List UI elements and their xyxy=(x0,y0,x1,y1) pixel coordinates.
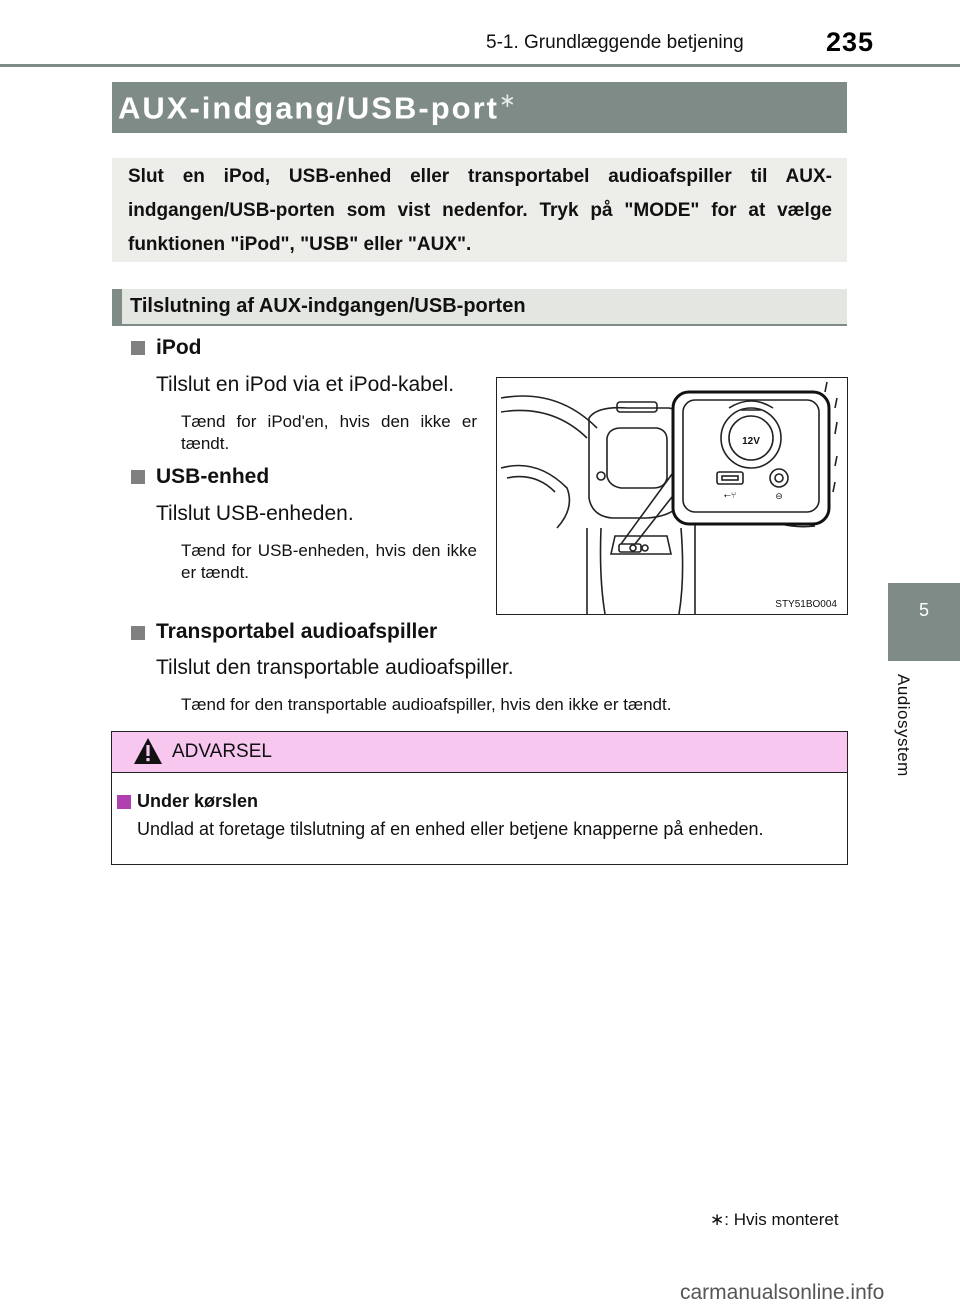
subheading-rule xyxy=(112,324,847,326)
item-note-usb: Tænd for USB-enheden, hvis den ikke er tændt. xyxy=(181,541,477,582)
page-title-text: AUX-indgang/USB-port xyxy=(118,90,499,126)
square-bullet-icon xyxy=(131,470,145,484)
square-bullet-icon xyxy=(117,795,131,809)
console-illustration xyxy=(496,377,848,615)
subheading-text: Tilslutning af AUX-indgangen/USB-porten xyxy=(130,295,526,317)
aux-jack-icon: ⊖ xyxy=(775,492,783,502)
socket-label: 12V xyxy=(742,436,760,447)
square-bullet-icon xyxy=(131,341,145,355)
warning-triangle-icon xyxy=(133,737,163,765)
item-note-ipod: Tænd for iPod'en, hvis den ikke er tændt. xyxy=(181,412,477,453)
warning-label: ADVARSEL xyxy=(172,741,272,762)
header-divider xyxy=(0,64,960,67)
page-number: 235 xyxy=(826,27,875,57)
square-bullet-icon xyxy=(131,626,145,640)
item-body-ipod: Tilslut en iPod via et iPod-kabel. xyxy=(156,373,455,396)
chapter-number: 5 xyxy=(918,600,929,620)
subheading-accent xyxy=(112,289,122,326)
item-body-portable: Tilslut den transportable audioafspiller. xyxy=(156,656,514,679)
console-drawing xyxy=(497,378,847,614)
asterisk-icon: ∗ xyxy=(710,1210,725,1229)
figure-code: STY51BO004 xyxy=(775,599,837,610)
footnote-text: : Hvis monteret xyxy=(724,1210,839,1229)
item-body-usb: Tilslut USB-enheden. xyxy=(156,502,354,525)
item-title-ipod: iPod xyxy=(156,336,202,359)
intro-text: Slut en iPod, USB-enhed eller transportabel audioafspiller til AUX-indgangen/USB-porten som vist nedenfor. Tryk på "MODE" for at vælge funktionen "iPod", "USB" eller "AUX". xyxy=(128,166,832,255)
chapter-tab xyxy=(888,583,960,661)
asterisk-icon: ∗ xyxy=(498,90,518,112)
item-title-portable: Transportabel audioafspiller xyxy=(156,620,438,643)
warning-text: Undlad at foretage tilslutning af en enhed eller betjene knapperne på enheden. xyxy=(137,819,764,839)
header-section-title: 5-1. Grundlæggende betjening xyxy=(486,32,744,53)
usb-symbol-icon: ⭠⑂ xyxy=(723,491,737,501)
page-title xyxy=(118,88,518,126)
warning-title: Under kørslen xyxy=(137,791,259,811)
chapter-label: Audiosystem xyxy=(894,674,913,777)
watermark: carmanualsonline.info xyxy=(680,1281,885,1304)
item-title-usb: USB-enhed xyxy=(156,465,270,488)
item-note-portable: Tænd for den transportable audioafspiller, hvis den ikke er tændt. xyxy=(181,695,672,714)
footnote xyxy=(710,1210,839,1230)
